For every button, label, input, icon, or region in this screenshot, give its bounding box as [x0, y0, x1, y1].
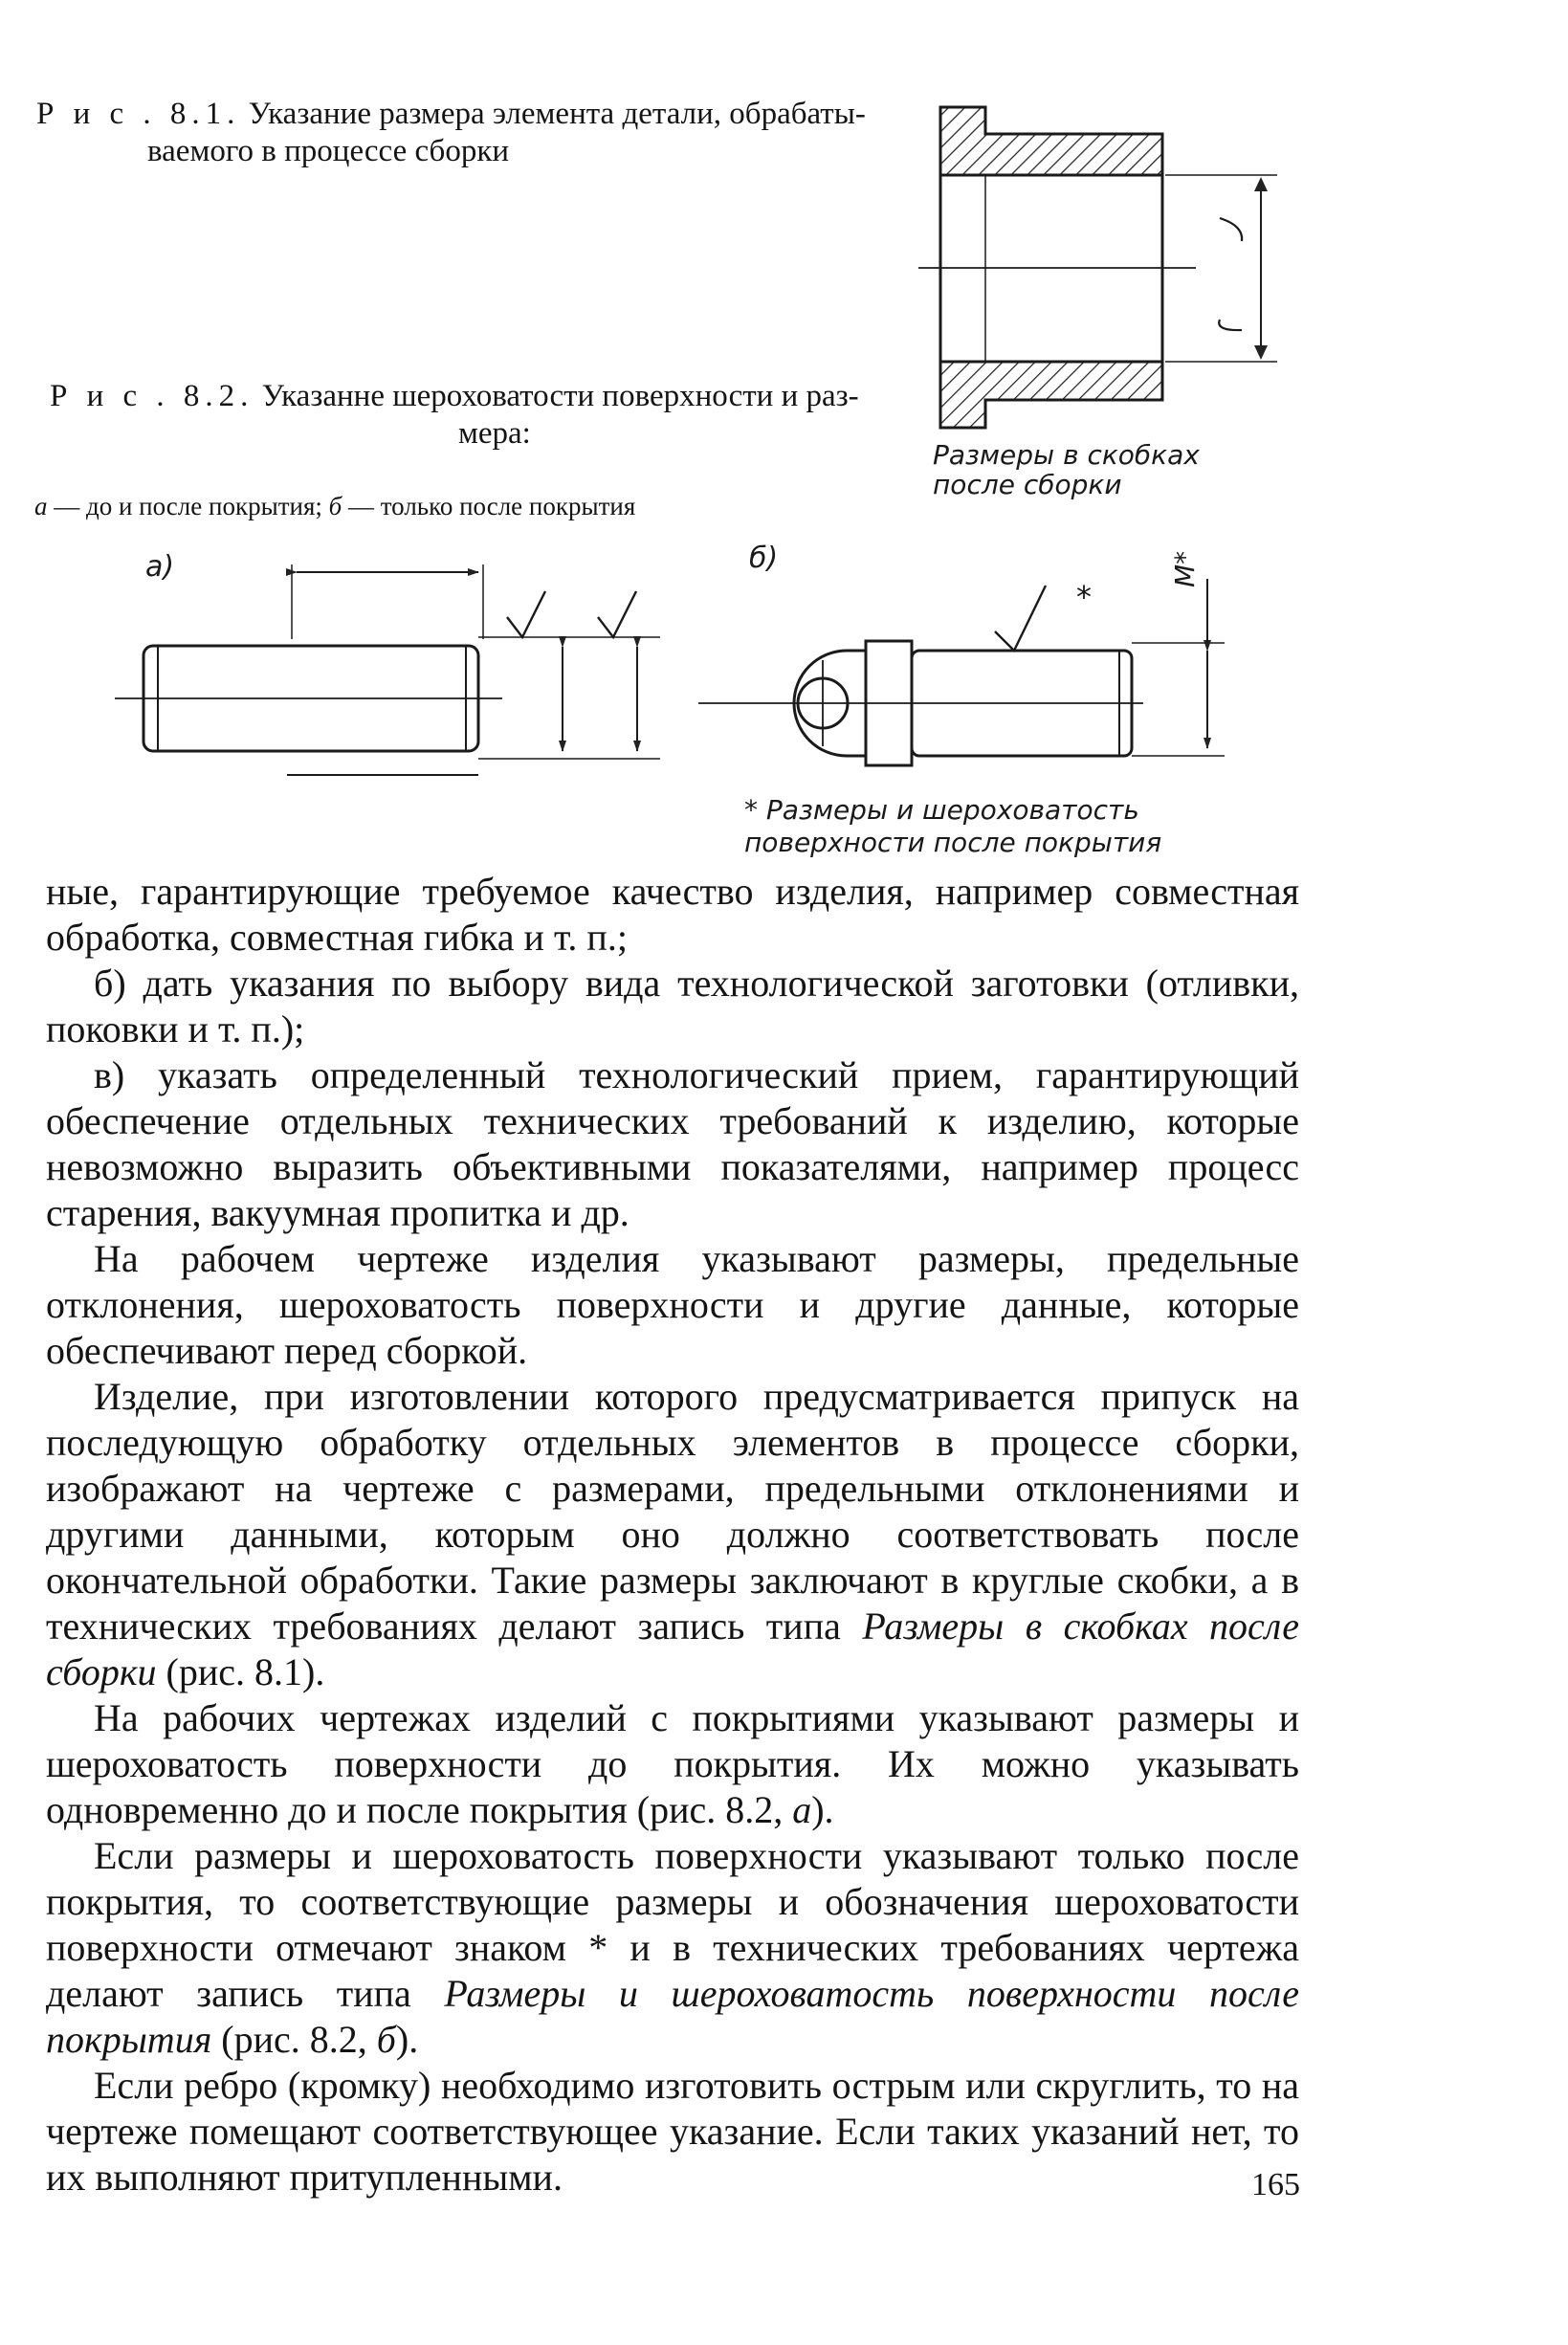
paragraph-8: Если ребро (кромку) необходимо изготовить острым или скруглить, то на чертеже помещают соответствующее указание. Если таких указаний нет, то их выполняют притупленными.: [46, 2064, 1299, 2199]
paragraph-7-italic-2: б: [376, 2018, 396, 2061]
paragraph-7-text-c: ).: [395, 2018, 419, 2061]
legend-a-text: — до и после покрытия;: [47, 492, 329, 520]
paragraph-7-text-b: (рис. 8.2,: [211, 2018, 377, 2061]
figure-8-1-caption-line2: ваемого в процессе сборки: [147, 134, 510, 168]
roughness-symbol-1: [507, 591, 545, 637]
figure-8-2-caption-line1: Указанне шероховатости поверхности и раз-: [261, 379, 859, 413]
roughness-symbol-2: [598, 591, 636, 637]
paragraph-1: ные, гарантирующие требуемое качество изделия, например совместная обработка, совместная гибка и т. п.;: [46, 870, 1299, 959]
paragraph-7: [46, 1833, 1299, 2063]
paragraph-7-italic: Размеры и шероховатость поверхности после покрытия: [46, 1972, 1299, 2061]
figure-8-1-note-line1: Размеры в скобках: [933, 439, 1200, 471]
figure-8-2-prefix: Р и с . 8.2.: [50, 379, 254, 413]
paragraph-6-italic: а: [792, 1788, 812, 1831]
bushing-upper-wall: [940, 107, 1162, 175]
legend-b-letter: б: [328, 492, 342, 520]
paragraph-6-text-a: На рабочих чертежах изделий с покрытиями указывают размеры и шероховатость поверхности до покрытия. Их можно указывать одновременно до и после покрытия (рис. 8.2,: [46, 1696, 1299, 1831]
figure-8-2-note-line1: * Размеры и шероховатость: [744, 794, 1139, 826]
paragraph-4: На рабочем чертеже изделия указывают размеры, предельные отклонения, шероховатость поверхности и другие данные, которые обеспечивают перед сборкой.: [46, 1237, 1299, 1372]
paragraph-5-italic: Размеры в скобках после сборки: [46, 1604, 1299, 1693]
technical-drawings: [0, 0, 1568, 861]
paragraph-5-text-b: (рис. 8.1).: [156, 1650, 325, 1693]
legend-a-letter: а: [34, 492, 48, 520]
roughness-symbol-3: [995, 586, 1046, 651]
paragraph-5: [46, 1374, 1299, 1695]
figure-8-2a-label: а): [145, 550, 175, 584]
figure-8-1-note: [933, 440, 1200, 499]
figure-8-2a-drawing: [115, 564, 660, 775]
bushing-lower-wall: [940, 362, 1162, 428]
figure-8-1-note-line2: после сборки: [933, 469, 1122, 500]
figure-8-1-drawing: [918, 107, 1277, 428]
figure-8-1-caption-line1: Указание размера элемента детали, обрабаты-: [248, 97, 866, 131]
paragraph-6: [46, 1695, 1299, 1833]
paragraph-7-text-a: Если размеры и шероховатость поверхности указывают только после покрытия, то соответствующие размеры и обозначения шероховатости поверхности отмечают знаком * и в технических требованиях чертежа делают запись типа: [46, 1834, 1299, 2015]
paragraph-5-text-a: Изделие, при изготовлении которого предусматривается припуск на последующую обработку отдельных элементов в процессе сборки, изображают на чертеже с размерами, предельными отклонениями и другими данными, которым оно должно соответствовать после окончательной обработки. Такие размеры заключают в круглые скобки, а в технических требованиях делают запись типа: [46, 1375, 1299, 1648]
legend-b-text: — только после покрытия: [342, 492, 636, 520]
paragraph-3: в) указать определенный технологический прием, гарантирующий обеспечение отдельных технических требований к изделию, которые невозможно выразить объективными показателями, например процесс старения, вакуумная пропитка и др.: [46, 1053, 1299, 1234]
paragraph-6-text-b: ).: [811, 1788, 834, 1831]
figure-8-2-caption-line2: мера:: [458, 416, 531, 451]
figure-8-2-note-line2: поверхности после покрытия: [744, 827, 1162, 858]
figure-8-1-prefix: Р и с . 8.1.: [36, 97, 241, 131]
figure-8-2b-label: б): [749, 542, 779, 575]
dimension-m-label: М*: [1169, 550, 1201, 587]
body-text: [46, 869, 1299, 2201]
page-number: 165: [1251, 2167, 1300, 2202]
paragraph-2: б) дать указания по выбору вида технологической заготовки (отливки, поковки и т. п.);: [46, 962, 1299, 1051]
figure-8-2-note: [744, 794, 1161, 859]
roughness-star-mark: *: [1076, 579, 1092, 615]
figure-8-2b-drawing: [698, 579, 1225, 765]
